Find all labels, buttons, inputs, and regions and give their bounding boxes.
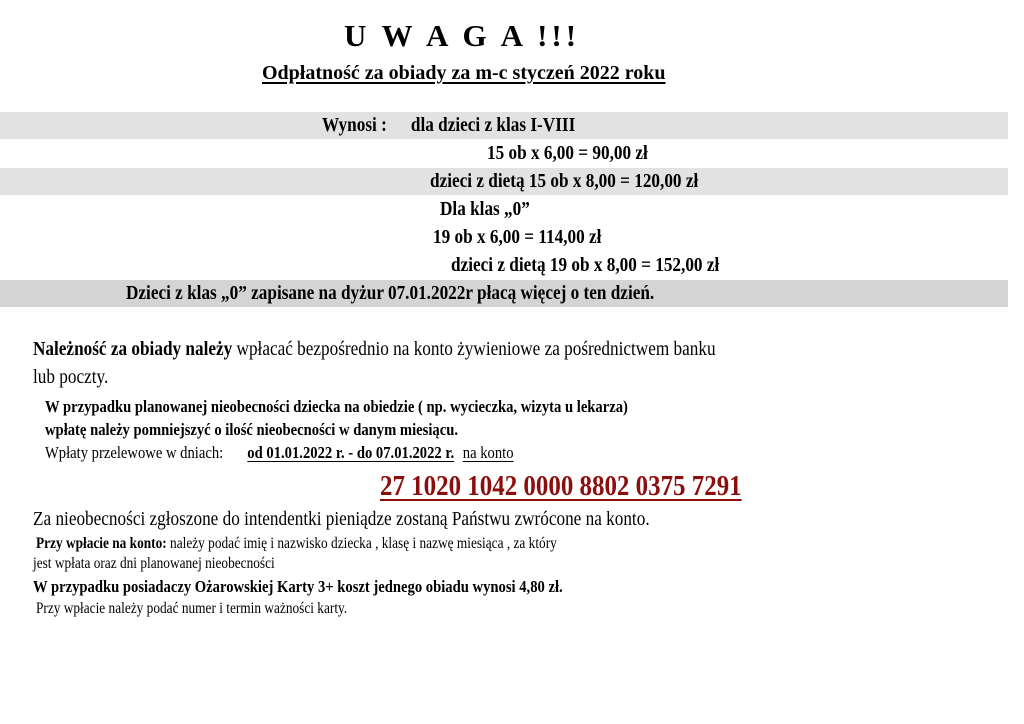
notice-subtitle: Odpłatność za obiady za m-c styczeń 2022 roku bbox=[262, 62, 666, 84]
group-1-label: dla dzieci z klas I-VIII bbox=[410, 114, 576, 136]
transfer-info-rest: należy podać imię i nazwisko dziecka , klasę i nazwę miesiąca , za który bbox=[166, 535, 557, 552]
card-info: Przy wpłacie należy podać numer i termin ważności karty. bbox=[36, 600, 348, 617]
payment-intro-line2: lub poczty. bbox=[33, 366, 109, 388]
group-1-standard-rate: 15 ob x 6,00 = 90,00 zł bbox=[487, 142, 648, 164]
bank-account-number: 27 1020 1042 0000 8802 0375 7291 bbox=[380, 470, 742, 502]
refund-note: Za nieobecności zgłoszone do intendentki pieniądze zostaną Państwu zwrócone na konto. bbox=[33, 508, 650, 530]
duty-note: Dzieci z klas „0” zapisane na dyżur 07.01.2022r płacą więcej o ten dzień. bbox=[126, 282, 655, 304]
payment-intro bbox=[33, 338, 716, 361]
payment-intro-rest: wpłacać bezpośrednio na konto żywieniowe za pośrednictwem banku bbox=[232, 338, 716, 360]
rates-heading: Wynosi : bbox=[322, 114, 387, 136]
absence-note-line1: W przypadku planowanej nieobecności dziecka na obiedzie ( np. wycieczka, wizyta u lekarza) bbox=[45, 397, 628, 416]
card-note: W przypadku posiadaczy Ożarowskiej Karty 3+ koszt jednego obiadu wynosi 4,80 zł. bbox=[33, 577, 563, 596]
transfer-info-bold: Przy wpłacie na konto: bbox=[36, 535, 167, 552]
group-2-standard-rate: 19 ob x 6,00 = 114,00 zł bbox=[433, 226, 602, 248]
absence-note-line2: wpłatę należy pomniejszyć o ilość nieobecności w danym miesiącu. bbox=[45, 420, 458, 439]
payment-intro-bold: Należność za obiady należy bbox=[33, 338, 233, 360]
group-1-diet-rate: dzieci z dietą 15 ob x 8,00 = 120,00 zł bbox=[430, 170, 699, 192]
notice-title: U W A G A !!! bbox=[344, 18, 581, 53]
transfer-info-line2: jest wpłata oraz dni planowanej nieobecności bbox=[33, 555, 275, 572]
transfer-suffix: na konto bbox=[462, 443, 514, 462]
transfer-label: Wpłaty przelewowe w dniach: bbox=[45, 443, 224, 462]
rates-heading-row bbox=[322, 114, 575, 137]
transfer-info-row bbox=[36, 535, 557, 553]
transfer-dates-row bbox=[45, 443, 514, 463]
group-2-diet-rate: dzieci z dietą 19 ob x 8,00 = 152,00 zł bbox=[451, 254, 720, 276]
group-2-label: Dla klas „0” bbox=[440, 198, 530, 220]
transfer-dates: od 01.01.2022 r. - do 07.01.2022 r. bbox=[247, 443, 455, 462]
